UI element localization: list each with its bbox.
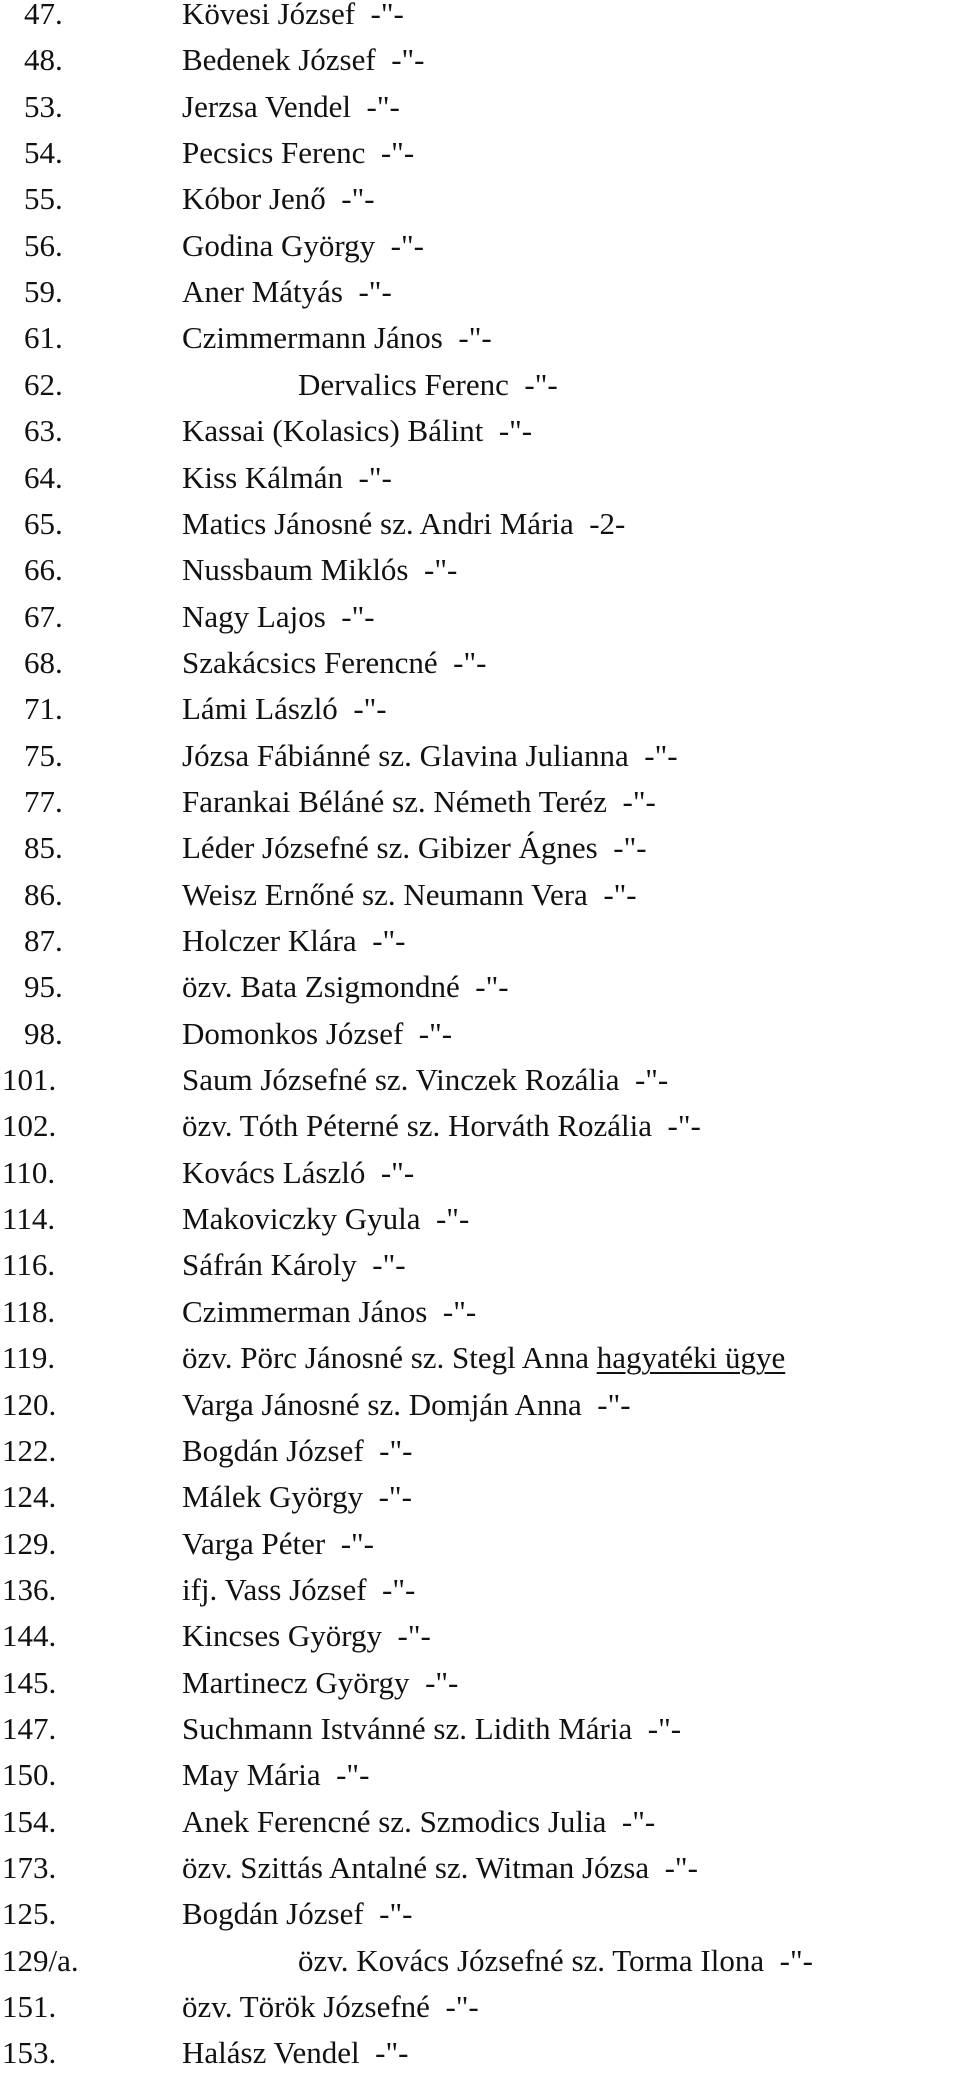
entry-number: 65. xyxy=(24,505,63,541)
entry-ditto-mark: -"- xyxy=(390,227,424,263)
entry-note: hagyatéki ügye xyxy=(596,1340,786,1376)
entry-name-text: Czimmerman János xyxy=(182,1293,428,1329)
list-item xyxy=(0,825,960,871)
entry-number: 61. xyxy=(24,320,63,356)
entry-ditto-mark: -"- xyxy=(458,320,492,356)
entry-ditto-mark: -"- xyxy=(341,181,375,217)
entry-number: 98. xyxy=(24,1015,63,1051)
list-item xyxy=(0,1799,960,1845)
list-item xyxy=(0,1428,960,1474)
entry-number: 136. xyxy=(2,1571,57,1607)
entry-name-text: Matics Jánosné sz. Andri Mária xyxy=(182,505,574,541)
entry-name xyxy=(182,825,647,871)
entry-number: 124. xyxy=(2,1479,57,1515)
entry-number: 62. xyxy=(24,366,63,402)
entry-name xyxy=(182,408,532,454)
entry-name xyxy=(298,362,558,408)
entry-name-text: Kövesi József xyxy=(182,0,356,31)
entry-name xyxy=(182,455,392,501)
entry-name xyxy=(182,269,392,315)
entry-name xyxy=(182,1891,412,1937)
entry-ditto-mark: -"- xyxy=(597,1386,631,1422)
entry-number: 87. xyxy=(24,923,63,958)
entry-number: 147. xyxy=(2,1710,57,1746)
list-item xyxy=(0,130,960,176)
entry-number: 67. xyxy=(24,598,63,634)
list-item xyxy=(0,1660,960,1706)
entry-name xyxy=(182,1845,698,1891)
entry-number: 110. xyxy=(2,1154,56,1190)
list-item xyxy=(0,872,960,918)
entry-number: 125. xyxy=(2,1896,57,1932)
list-item xyxy=(0,408,960,454)
entry-ditto-mark: -"- xyxy=(380,1154,415,1190)
entry-name-text: Jerzsa Vendel xyxy=(182,88,352,124)
entry-name-text: özv. Szittás Antalné sz. Witman Józsa xyxy=(182,1850,650,1885)
entry-ditto-mark: -"- xyxy=(380,135,415,171)
entry-name-text: özv. Török Józsefné xyxy=(182,1989,430,2025)
list-item xyxy=(0,686,960,732)
entry-number: 144. xyxy=(2,1618,57,1654)
list-item xyxy=(0,918,960,964)
entry-ditto-mark: -"- xyxy=(379,1432,413,1468)
entry-name-text: Saum Józsefné sz. Vinczek Rozália xyxy=(182,1062,620,1098)
list-item xyxy=(0,455,960,501)
entry-name-text: Czimmermann János xyxy=(182,320,443,356)
entry-ditto-mark: -"- xyxy=(621,1803,656,1839)
entry-ditto-mark: -"- xyxy=(372,923,406,958)
entry-name-text: özv. Bata Zsigmondné xyxy=(182,969,460,1005)
entry-name xyxy=(182,1799,655,1845)
entry-name-text: Lámi László xyxy=(182,691,338,727)
entry-name-text: Kóbor Jenő xyxy=(182,181,326,217)
entry-number: 101. xyxy=(2,1062,57,1098)
entry-ditto-mark: -"- xyxy=(664,1850,698,1885)
entry-ditto-mark: -"- xyxy=(425,1664,459,1700)
list-item xyxy=(0,223,960,269)
list-item xyxy=(0,1984,960,2030)
entry-name xyxy=(182,1196,469,1242)
list-item xyxy=(0,779,960,825)
entry-number: 86. xyxy=(24,876,63,912)
entry-name xyxy=(182,501,625,547)
entry-number: 68. xyxy=(24,644,63,680)
entry-name-text: Martinecz György xyxy=(182,1664,410,1700)
entry-ditto-mark: -"- xyxy=(378,1479,412,1515)
entry-number: 66. xyxy=(24,552,63,588)
entry-name xyxy=(182,1428,412,1474)
entry-ditto-mark: -"- xyxy=(453,644,487,680)
entry-name xyxy=(182,1613,431,1659)
list-item xyxy=(0,37,960,83)
entry-number: 150. xyxy=(2,1757,57,1793)
entry-name xyxy=(182,1752,369,1798)
entry-name xyxy=(182,1150,414,1196)
list-item xyxy=(0,1382,960,1428)
list-item xyxy=(0,362,960,408)
list-item xyxy=(0,733,960,779)
entry-name xyxy=(182,964,509,1010)
entry-ditto-mark: -"- xyxy=(445,1989,479,2025)
entry-name xyxy=(182,872,637,918)
list-item xyxy=(0,1567,960,1613)
entry-number: 129. xyxy=(2,1525,57,1561)
entry-number: 59. xyxy=(24,274,63,310)
entry-number: 56. xyxy=(24,227,63,263)
entry-name xyxy=(182,1474,412,1520)
entry-name-text: Aner Mátyás xyxy=(182,274,343,310)
list-item xyxy=(0,1057,960,1103)
entry-name-text: Varga Jánosné sz. Domján Anna xyxy=(182,1386,582,1422)
entry-number: 145. xyxy=(2,1664,57,1700)
entry-ditto-mark: -"- xyxy=(622,783,656,819)
entry-ditto-mark: -"- xyxy=(634,1062,669,1098)
list-item xyxy=(0,176,960,222)
entry-name-text: Léder Józsefné sz. Gibizer Ágnes xyxy=(182,830,598,866)
list-item xyxy=(0,1706,960,1752)
list-item xyxy=(0,1891,960,1937)
entry-name-text: özv. Tóth Péterné sz. Horváth Rozália xyxy=(182,1108,653,1144)
entry-name-text: Bogdán József xyxy=(182,1432,364,1468)
entry-name xyxy=(182,1103,701,1149)
entry-name xyxy=(182,1057,668,1103)
entry-name xyxy=(298,1938,813,1984)
entry-name-text: Dervalics Ferenc xyxy=(298,366,509,402)
list-item xyxy=(0,0,960,37)
entry-name-text: özv. Kovács Józsefné sz. Torma Ilona xyxy=(298,1942,765,1978)
list-item xyxy=(0,547,960,593)
entry-name-text: Pecsics Ferenc xyxy=(182,135,366,171)
entry-ditto-mark: -"- xyxy=(358,459,392,495)
entry-name-text: Józsa Fábiánné sz. Glavina Julianna xyxy=(182,737,629,773)
entry-name-text: Weisz Ernőné sz. Neumann Vera xyxy=(182,876,588,912)
entry-name-text: Kovács László xyxy=(182,1154,366,1190)
entry-number: 53. xyxy=(24,88,63,124)
list-item xyxy=(0,1752,960,1798)
entry-name xyxy=(182,1011,452,1057)
list-item xyxy=(0,1103,960,1149)
entry-name-text: özv. Pörc Jánosné sz. Stegl Anna xyxy=(182,1340,589,1376)
entry-ditto-mark: -"- xyxy=(498,413,533,449)
entry-number: 85. xyxy=(24,830,63,866)
list-item xyxy=(0,1335,960,1381)
entry-ditto-mark: -"- xyxy=(379,1896,413,1932)
entry-number: 48. xyxy=(24,42,63,78)
list-item xyxy=(0,594,960,640)
entry-number: 102. xyxy=(2,1108,57,1144)
entry-name-text: Bedenek József xyxy=(182,42,376,78)
list-item xyxy=(0,1938,960,1984)
entry-name xyxy=(182,1706,681,1752)
entry-name-text: Bogdán József xyxy=(182,1896,364,1932)
entry-ditto-mark: -"- xyxy=(435,1201,470,1237)
entry-ditto-mark: -"- xyxy=(358,274,392,310)
entry-ditto-mark: -"- xyxy=(667,1108,701,1144)
entry-ditto-mark: -"- xyxy=(442,1293,477,1329)
entry-ditto-mark: -"- xyxy=(644,737,678,773)
entry-ditto-mark: -"- xyxy=(340,1525,374,1561)
entry-name xyxy=(182,315,492,361)
entry-name xyxy=(182,1382,631,1428)
entry-name-text: Farankai Béláné sz. Németh Teréz xyxy=(182,783,608,819)
entry-number: 95. xyxy=(24,969,63,1005)
entry-name xyxy=(182,130,414,176)
entry-ditto-mark: -"- xyxy=(424,552,458,588)
entry-number: 154. xyxy=(2,1803,57,1839)
entry-name-text: Málek György xyxy=(182,1479,364,1515)
entry-ditto-mark: -"- xyxy=(647,1710,682,1746)
entry-name-text: Kassai (Kolasics) Bálint xyxy=(182,413,484,449)
entry-name-text: Anek Ferencné sz. Szmodics Julia xyxy=(182,1803,607,1839)
list-item xyxy=(0,269,960,315)
entry-name-text: Suchmann Istvánné sz. Lidith Mária xyxy=(182,1710,633,1746)
entry-name-text: Kiss Kálmán xyxy=(182,459,344,495)
entry-name xyxy=(182,779,656,825)
entry-name xyxy=(182,0,404,37)
entry-name xyxy=(182,640,486,686)
list-item xyxy=(0,1011,960,1057)
entry-ditto-mark: -"- xyxy=(418,1015,453,1051)
entry-name xyxy=(182,1521,374,1567)
entry-ditto-mark: -"- xyxy=(779,1942,813,1978)
entry-name xyxy=(182,1567,415,1613)
entry-name xyxy=(182,733,678,779)
entry-name xyxy=(182,37,425,83)
entry-name xyxy=(182,1660,458,1706)
entry-name xyxy=(182,2030,408,2076)
entry-name-text: Sáfrán Károly xyxy=(182,1247,357,1283)
entry-name xyxy=(182,1984,479,2030)
entry-ditto-mark: -"- xyxy=(391,42,425,78)
entry-name xyxy=(182,1335,785,1381)
entry-ditto-mark: -"- xyxy=(375,2035,409,2071)
entry-ditto-mark: -2- xyxy=(589,505,626,541)
list-item xyxy=(0,1474,960,1520)
entry-ditto-mark: -"- xyxy=(336,1757,370,1793)
list-item xyxy=(0,964,960,1010)
list-item xyxy=(0,1150,960,1196)
entry-ditto-mark: -"- xyxy=(603,876,637,912)
entry-number: 63. xyxy=(24,413,63,449)
entry-name xyxy=(182,84,400,130)
entry-number: 129/a. xyxy=(2,1942,79,1978)
list-item xyxy=(0,1521,960,1567)
entry-number: 75. xyxy=(24,737,63,773)
list-item xyxy=(0,84,960,130)
entry-number: 71. xyxy=(24,691,63,727)
list-item xyxy=(0,1845,960,1891)
list-item xyxy=(0,2030,960,2076)
entry-ditto-mark: -"- xyxy=(613,830,647,866)
entry-name xyxy=(182,1242,406,1288)
entry-name-text: Domonkos József xyxy=(182,1015,404,1051)
entry-ditto-mark: -"- xyxy=(353,691,387,727)
entry-number: 119. xyxy=(2,1340,56,1376)
entry-ditto-mark: -"- xyxy=(370,0,404,31)
entry-ditto-mark: -"- xyxy=(372,1247,406,1283)
entry-number: 120. xyxy=(2,1386,57,1422)
entry-number: 77. xyxy=(24,783,63,819)
entry-number: 151. xyxy=(2,1989,57,2025)
entry-name-text: May Mária xyxy=(182,1757,321,1793)
entry-name-text: Nussbaum Miklós xyxy=(182,552,409,588)
list-item xyxy=(0,640,960,686)
list-item xyxy=(0,315,960,361)
entry-name-text: ifj. Vass József xyxy=(182,1571,367,1607)
entry-name xyxy=(182,223,424,269)
entry-name-text: Makoviczky Gyula xyxy=(182,1201,421,1237)
entry-ditto-mark: -"- xyxy=(524,366,558,402)
entry-name xyxy=(182,547,457,593)
list-item xyxy=(0,1196,960,1242)
entry-number: 122. xyxy=(2,1432,57,1468)
entry-number: 118. xyxy=(2,1293,56,1329)
entry-ditto-mark: -"- xyxy=(366,88,400,124)
entry-number: 64. xyxy=(24,459,63,495)
entry-name-text: Kincses György xyxy=(182,1618,383,1654)
list-item xyxy=(0,501,960,547)
entry-number: 153. xyxy=(2,2035,57,2071)
list-item xyxy=(0,1613,960,1659)
entry-name xyxy=(182,1289,476,1335)
entry-name xyxy=(182,918,406,964)
entry-name-text: Holczer Klára xyxy=(182,923,357,958)
entry-number: 55. xyxy=(24,181,63,217)
entry-name-text: Nagy Lajos xyxy=(182,598,326,634)
entry-ditto-mark: -"- xyxy=(475,969,509,1005)
list-item xyxy=(0,1289,960,1335)
entry-number: 116. xyxy=(2,1247,56,1283)
entry-name xyxy=(182,594,375,640)
entry-ditto-mark: -"- xyxy=(341,598,375,634)
entry-name xyxy=(182,176,375,222)
entry-number: 47. xyxy=(24,0,63,31)
entry-name-text: Godina György xyxy=(182,227,376,263)
entry-ditto-mark: -"- xyxy=(397,1618,431,1654)
entry-name xyxy=(182,686,387,732)
entry-number: 114. xyxy=(2,1201,56,1237)
entry-ditto-mark: -"- xyxy=(382,1571,416,1607)
entry-number: 54. xyxy=(24,135,63,171)
entry-name-text: Szakácsics Ferencné xyxy=(182,644,438,680)
entry-name-text: Halász Vendel xyxy=(182,2035,360,2071)
entry-name-text: Varga Péter xyxy=(182,1525,326,1561)
entry-number: 173. xyxy=(2,1850,57,1885)
list-item xyxy=(0,1242,960,1288)
